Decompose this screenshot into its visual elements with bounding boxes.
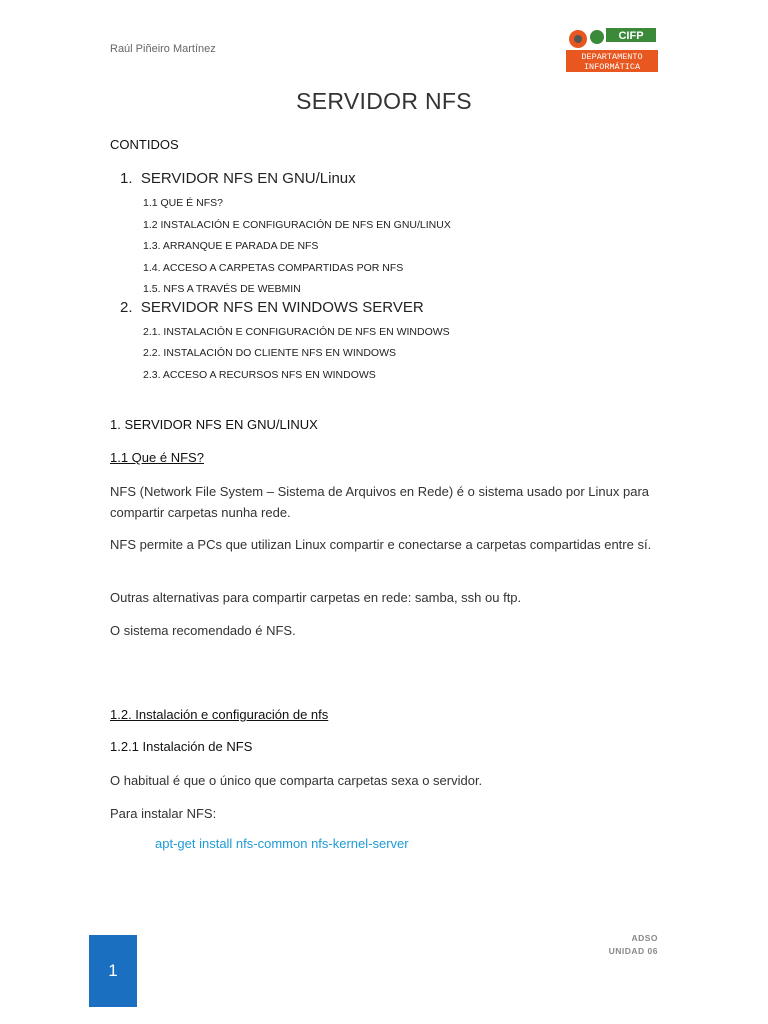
- paragraph: NFS permite a PCs que utilizan Linux compartir e conectarse a carpetas compartidas entre sí.: [110, 537, 652, 552]
- paragraph: O habitual é que o único que comparta carpetas sexa o servidor.: [110, 773, 483, 788]
- section-1-heading: 1. SERVIDOR NFS EN GNU/LINUX: [110, 417, 318, 432]
- toc-section-2: 2. SERVIDOR NFS EN WINDOWS SERVER: [120, 299, 424, 316]
- subsection-1-2-heading: 1.2. Instalación e configuración de nfs: [110, 707, 329, 722]
- svg-text:DEPARTAMENTO: DEPARTAMENTO: [581, 52, 643, 62]
- toc-item: 1.1 QUE É NFS?: [143, 197, 223, 209]
- subsection-1-1-heading: 1.1 Que é NFS?: [110, 450, 204, 465]
- paragraph: Para instalar NFS:: [110, 806, 217, 821]
- cifp-logo: [566, 26, 658, 72]
- author-name: Raúl Piñeiro Martínez: [110, 43, 216, 55]
- paragraph: Outras alternativas para compartir carpetas en rede: samba, ssh ou ftp.: [110, 590, 522, 605]
- toc-section-1: 1. SERVIDOR NFS EN GNU/Linux: [120, 170, 356, 187]
- document-title: SERVIDOR NFS: [296, 88, 472, 114]
- subsection-1-2-1-heading: 1.2.1 Instalación de NFS: [110, 739, 253, 754]
- svg-text:INFORMÁTICA: INFORMÁTICA: [583, 62, 641, 72]
- toc-item: 2.2. INSTALACIÓN DO CLIENTE NFS EN WINDOWS: [143, 347, 397, 359]
- install-command: apt-get install nfs-common nfs-kernel-server: [155, 836, 409, 851]
- toc-item: 2.3. ACCESO A RECURSOS NFS EN WINDOWS: [143, 369, 376, 381]
- toc-item: 1.3. ARRANQUE E PARADA DE NFS: [143, 240, 319, 252]
- page-number-box: [89, 935, 137, 1007]
- footer-unit: UNIDAD 06: [608, 946, 658, 956]
- paragraph: NFS (Network File System – Sistema de Arquivos en Rede) é o sistema usado por Linux para compartir carpetas nunha rede.: [110, 484, 650, 520]
- footer-course: ADSO: [631, 933, 658, 943]
- toc-item: 1.5. NFS A TRAVÉS DE WEBMIN: [143, 283, 301, 295]
- paragraph: O sistema recomendado é NFS.: [110, 623, 296, 638]
- toc-item: 1.4. ACCESO A CARPETAS COMPARTIDAS POR NFS: [143, 262, 404, 274]
- svg-text:CIFP: CIFP: [618, 30, 644, 42]
- toc-item: 1.2 INSTALACIÓN E CONFIGURACIÓN DE NFS EN GNU/LINUX: [143, 219, 451, 231]
- page-number: 1: [108, 961, 118, 980]
- contents-heading: CONTIDOS: [110, 137, 179, 152]
- toc-item: 2.1. INSTALACIÓN E CONFIGURACIÓN DE NFS EN WINDOWS: [143, 326, 450, 338]
